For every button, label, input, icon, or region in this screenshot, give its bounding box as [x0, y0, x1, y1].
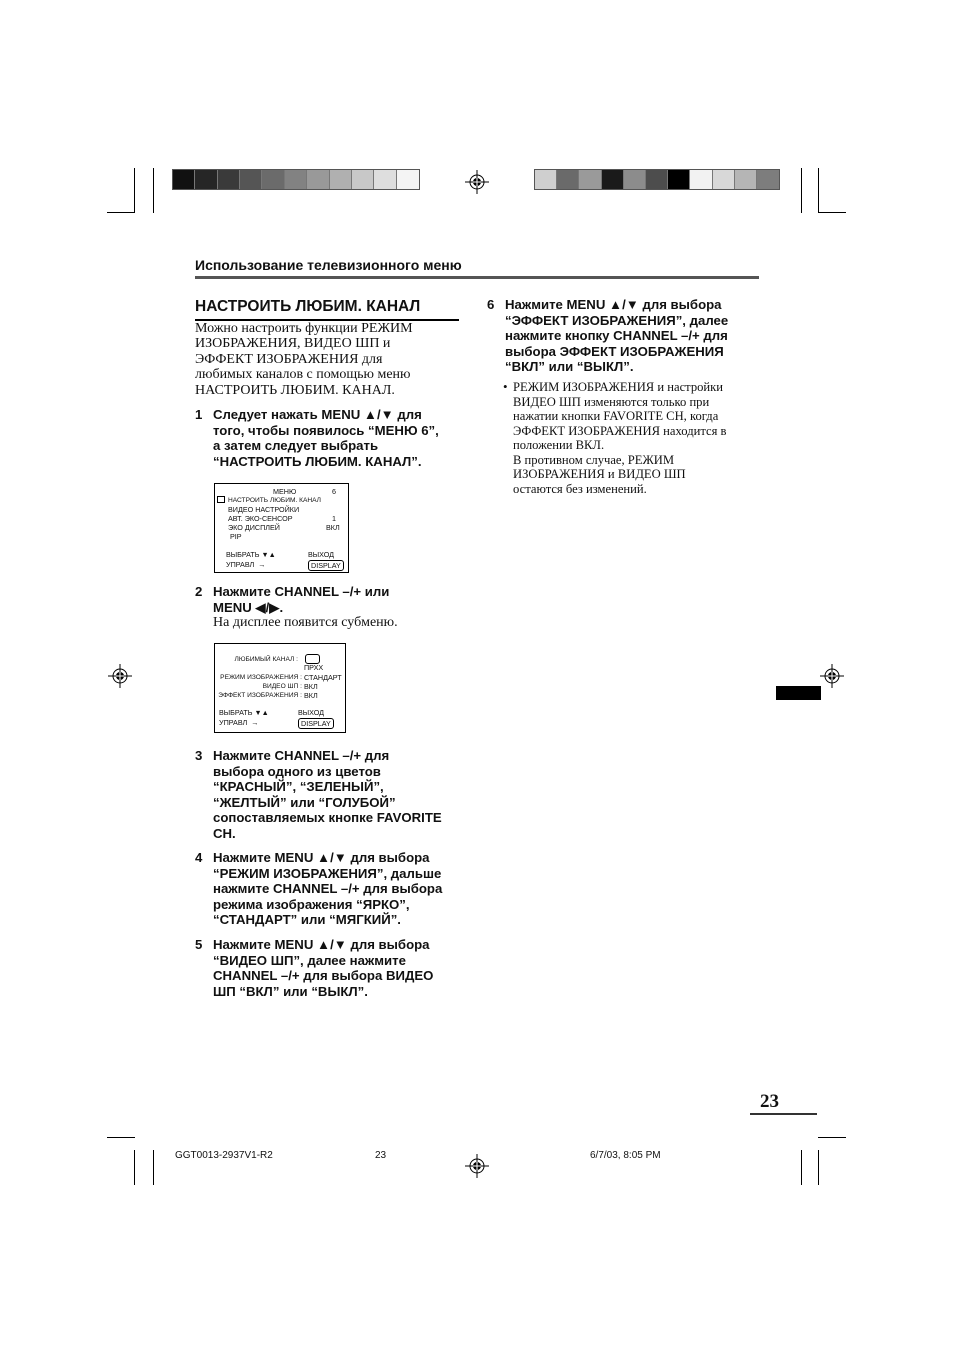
crop-mark	[818, 1150, 819, 1185]
color-swatch	[713, 170, 735, 189]
footer-code: GGT0013-2937V1-R2	[175, 1150, 273, 1161]
color-swatch	[330, 170, 352, 189]
crop-mark	[107, 1137, 135, 1138]
section-header: Использование телевизионного меню	[195, 257, 462, 273]
cursor-icon	[217, 496, 225, 503]
step-2-note: На дисплее появится субменю.	[213, 615, 398, 630]
registration-mark-icon	[465, 1154, 489, 1178]
step-number: 4	[195, 850, 203, 865]
row-value: ВКЛ	[304, 691, 318, 700]
step-text: Нажмите MENU ▲/▼ для выбора “ВИДЕО ШП”, далее нажмите CHANNEL –/+ для выбора ВИДЕО ШП “ВКЛ” или “ВЫКЛ”.	[213, 937, 434, 999]
registration-mark-icon	[820, 664, 844, 688]
row-label: ВИДЕО ШП :	[262, 683, 302, 690]
menu-title: МЕНЮ	[273, 487, 297, 496]
color-swatch	[757, 170, 779, 189]
menu-item-value: ВКЛ	[326, 523, 340, 532]
operate-hint: УПРАВЛ →	[226, 560, 266, 569]
crop-mark	[801, 1150, 802, 1185]
color-swatch	[646, 170, 668, 189]
row-label: РЕЖИМ ИЗОБРАЖЕНИЯ :	[220, 674, 302, 681]
color-swatch	[173, 170, 195, 189]
select-hint: ВЫБРАТЬ ▼▲	[219, 708, 269, 717]
page-number-rule	[750, 1113, 817, 1115]
crop-mark	[153, 1150, 154, 1185]
color-swatch	[624, 170, 646, 189]
color-swatch	[307, 170, 329, 189]
color-swatch	[352, 170, 374, 189]
exit-hint: ВЫХОД	[308, 550, 335, 559]
header-rule	[195, 276, 759, 279]
crop-mark	[818, 212, 846, 213]
color-swatch	[397, 170, 419, 189]
select-hint: ВЫБРАТЬ ▼▲	[226, 550, 276, 559]
menu-item-value: 1	[332, 514, 336, 523]
menu-item: НАСТРОИТЬ ЛЮБИМ. КАНАЛ	[228, 497, 321, 504]
color-swatch	[735, 170, 757, 189]
menu-item: ЭКО ДИСПЛЕЙ	[228, 523, 280, 532]
crop-mark	[153, 168, 154, 213]
registration-mark-icon	[465, 170, 489, 194]
row-value: ПРХХ	[304, 663, 324, 672]
crop-mark	[818, 1137, 846, 1138]
footer-page: 23	[375, 1150, 387, 1161]
row-value: ВКЛ	[304, 682, 318, 691]
exit-hint: ВЫХОД	[298, 708, 325, 717]
color-swatch	[374, 170, 396, 189]
step-text: Нажмите CHANNEL –/+ для выбора одного из цветов “КРАСНЫЙ”, “ЗЕЛЕНЫЙ”, “ЖЕЛТЫЙ” или “ГОЛУБОЙ” сопоставляемых кнопке FAVORITE CH.	[213, 748, 442, 841]
color-swatch	[535, 170, 557, 189]
row-value: СТАНДАРТ	[304, 673, 342, 682]
color-swatch	[690, 170, 712, 189]
display-badge: DISPLAY	[298, 718, 334, 729]
step-number: 6	[487, 297, 495, 312]
footer-date: 6/7/03, 8:05 PM	[590, 1150, 661, 1161]
color-swatch	[579, 170, 601, 189]
color-swatch	[195, 170, 217, 189]
page-number: 23	[760, 1091, 779, 1112]
section-tab	[776, 686, 821, 700]
step-text: Нажмите CHANNEL –/+ или MENU ◀/▶.	[213, 584, 390, 615]
color-swatch	[602, 170, 624, 189]
display-badge: DISPLAY	[308, 560, 344, 571]
color-bar-left	[172, 169, 420, 190]
row-label: ЭФФЕКТ ИЗОБРАЖЕНИЯ :	[218, 692, 302, 699]
crop-mark	[801, 168, 802, 213]
page-title: НАСТРОИТЬ ЛЮБИМ. КАНАЛ	[195, 298, 421, 315]
menu-number: 6	[332, 487, 336, 496]
crop-mark	[818, 168, 819, 213]
osd-submenu-screen	[214, 643, 346, 733]
osd-menu-screen	[214, 483, 349, 573]
color-swatch	[285, 170, 307, 189]
color-swatch	[668, 170, 690, 189]
menu-item: ВИДЕО НАСТРОЙКИ	[228, 505, 300, 514]
step-text: Нажмите MENU ▲/▼ для выбора “ЭФФЕКТ ИЗОБРАЖЕНИЯ”, далее нажмите кнопку CHANNEL –/+ для выбора ЭФФЕКТ ИЗОБРАЖЕНИЯ “ВКЛ” или “ВЫКЛ”.	[505, 297, 729, 375]
registration-mark-icon	[108, 664, 132, 688]
step-text: Нажмите MENU ▲/▼ для выбора “РЕЖИМ ИЗОБРАЖЕНИЯ”, дальше нажмите CHANNEL –/+ для выбора режима изображения “ЯРКО”, “СТАНДАРТ” или “МЯГКИЙ”.	[213, 850, 443, 928]
row-label: ЛЮБИМЫЙ КАНАЛ :	[234, 656, 298, 663]
step-number: 5	[195, 937, 203, 952]
crop-mark	[134, 168, 135, 213]
crop-mark	[134, 1150, 135, 1185]
color-swatch	[262, 170, 284, 189]
menu-item: АВТ. ЭКО-СЕНСОР	[228, 514, 293, 523]
step-number: 3	[195, 748, 203, 763]
color-bar-right	[534, 169, 780, 190]
crop-mark	[107, 212, 135, 213]
menu-item: PIP	[230, 532, 242, 541]
operate-hint: УПРАВЛ →	[219, 718, 259, 727]
color-swatch	[218, 170, 240, 189]
bullet-marker: •	[503, 379, 508, 394]
color-swatch	[557, 170, 579, 189]
step-text: Следует нажать MENU ▲/▼ для того, чтобы появилось “МЕНЮ 6”, а затем следует выбрать “НАСТРОИТЬ ЛЮБИМ. КАНАЛ”.	[213, 407, 439, 469]
intro-text: Можно настроить функции РЕЖИМ ИЗОБРАЖЕНИЯ, ВИДЕО ШП и ЭФФЕКТ ИЗОБРАЖЕНИЯ для любимых каналов с помощью меню НАСТРОИТЬ ЛЮБИМ. КАНАЛ.	[195, 321, 413, 398]
color-swatch	[240, 170, 262, 189]
step-number: 1	[195, 407, 203, 422]
step-number: 2	[195, 584, 203, 599]
bullet-note: РЕЖИМ ИЗОБРАЖЕНИЯ и настройки ВИДЕО ШП изменяются только при нажатии кнопки FAVORITE CH, когда ЭФФЕКТ ИЗОБРАЖЕНИЯ находится в положении ВКЛ. В противном случае, РЕЖИМ ИЗОБРАЖЕНИЯ и ВИДЕО ШП остаются без изменений.	[513, 380, 727, 496]
